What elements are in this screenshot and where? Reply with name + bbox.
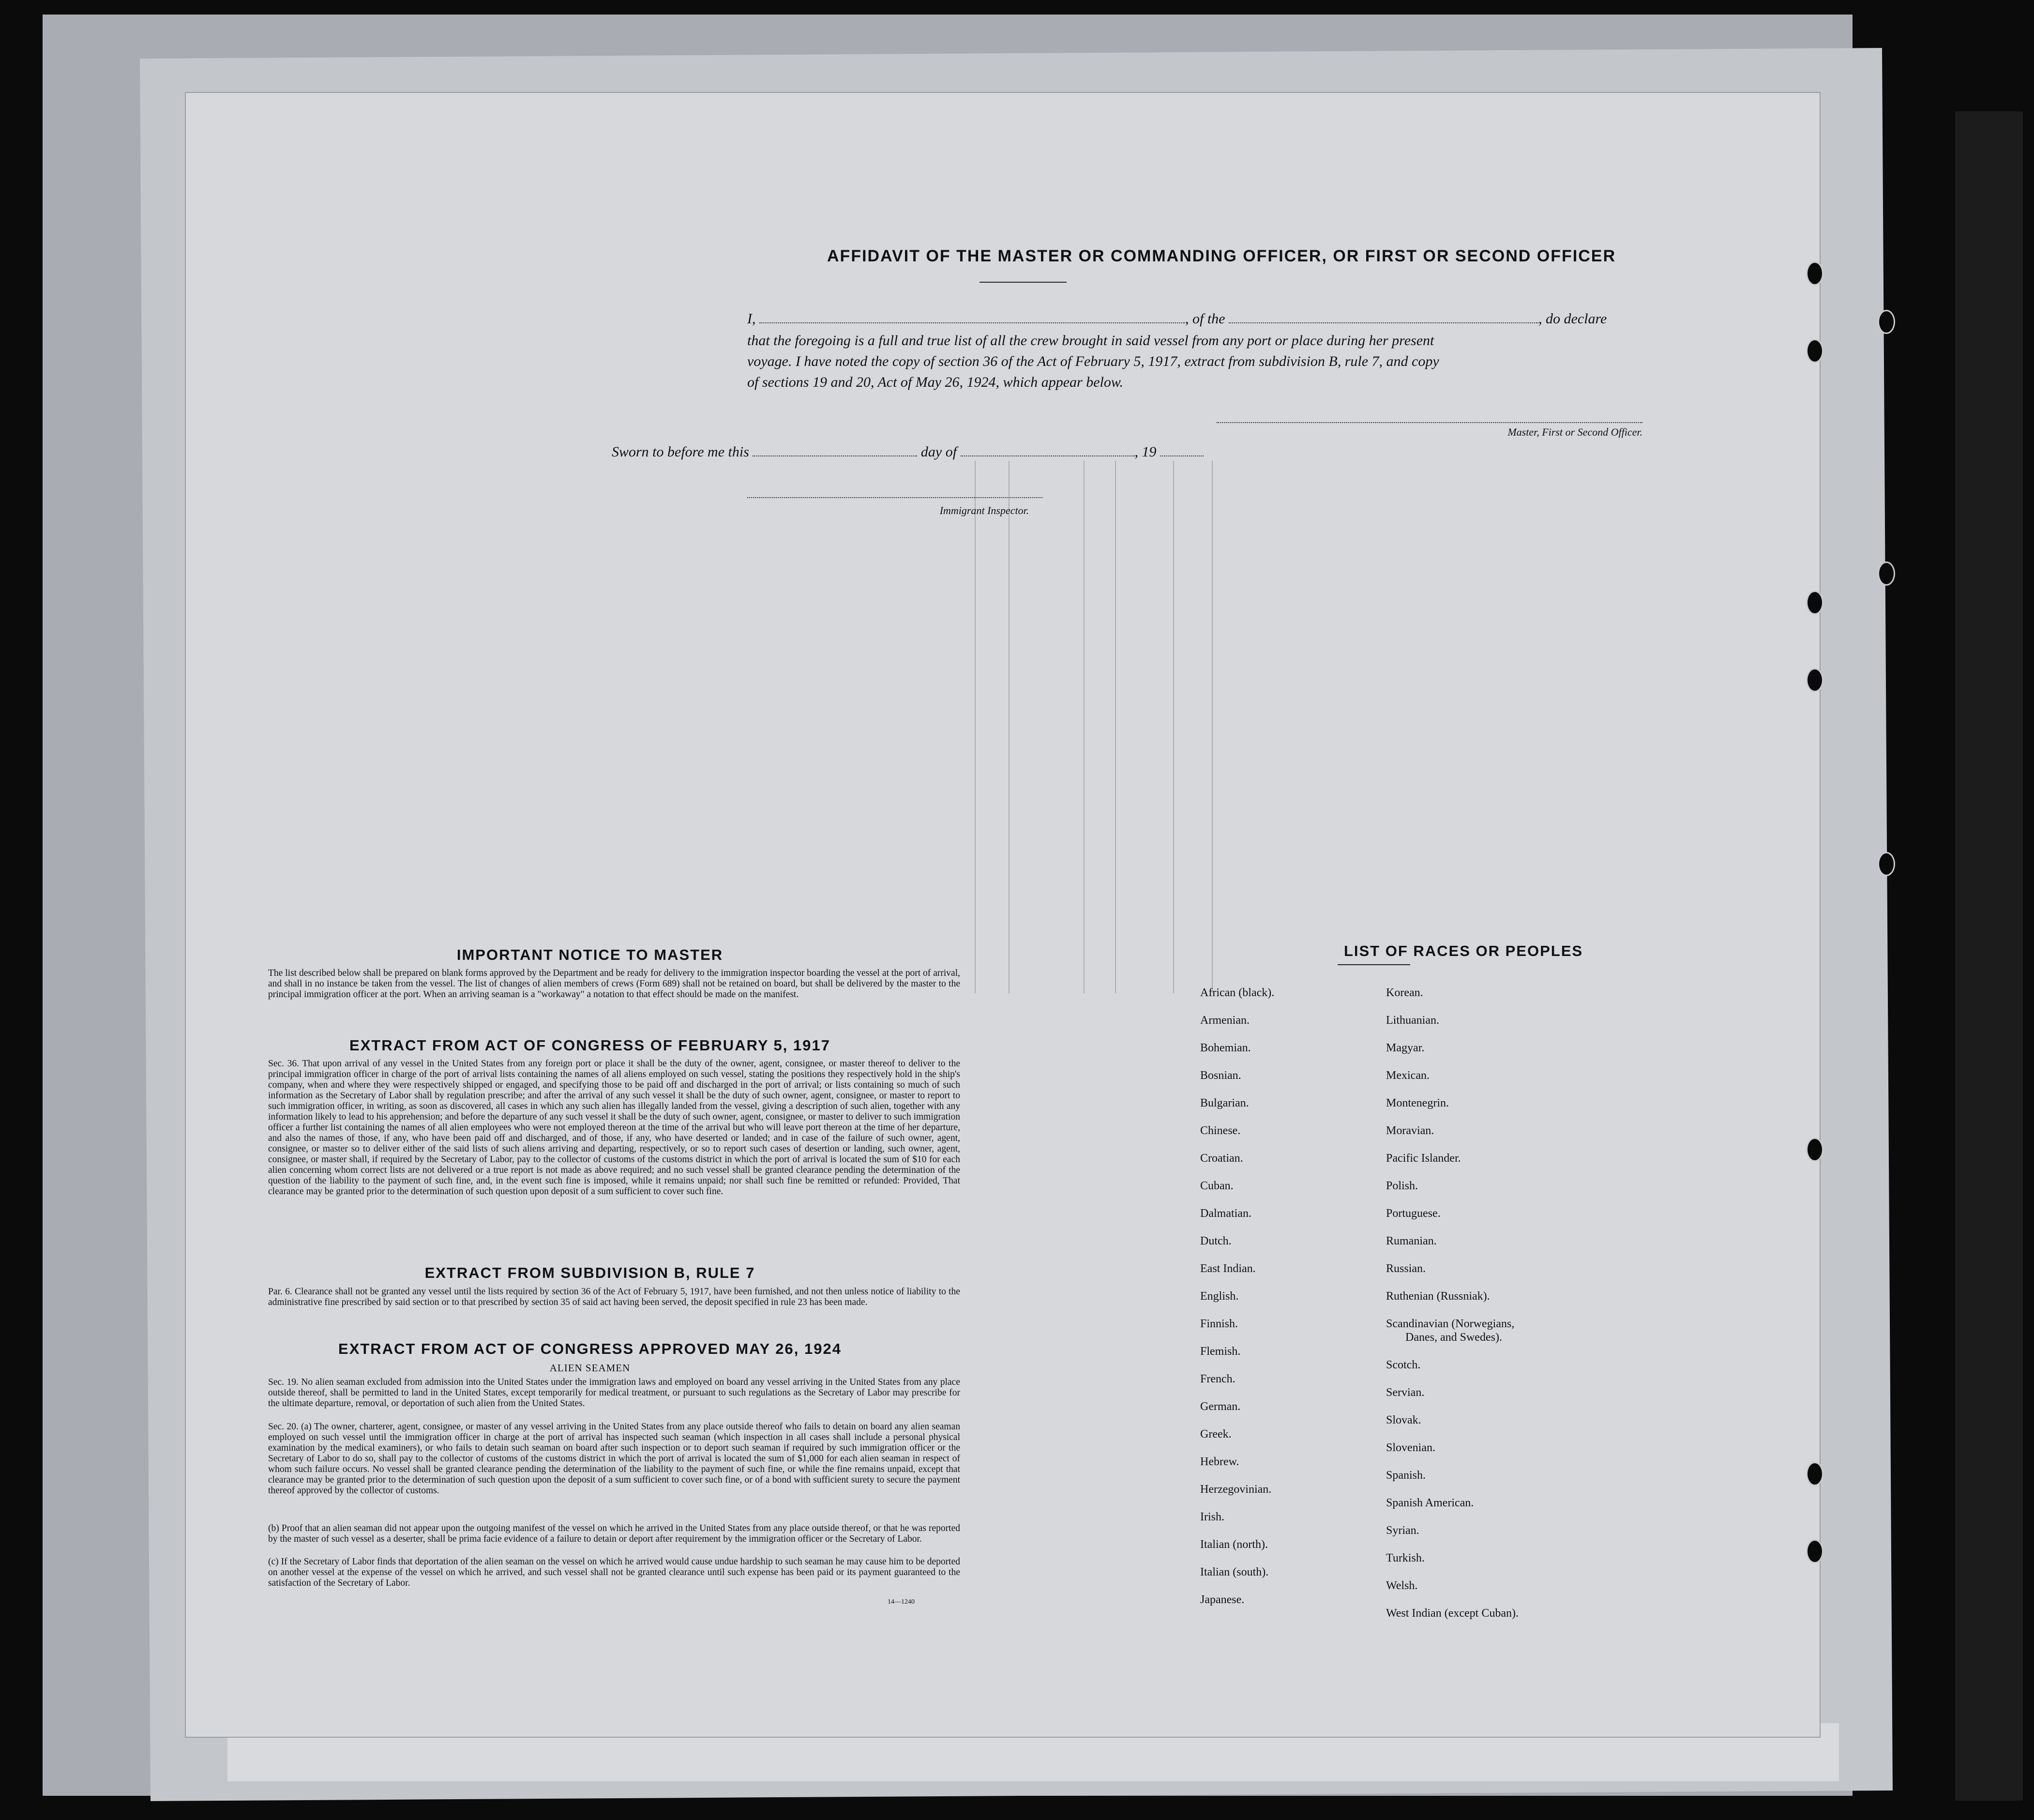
race-item: Spanish American. — [1386, 1497, 1474, 1509]
race-item: Dutch. — [1200, 1235, 1232, 1247]
race-item: Hebrew. — [1200, 1456, 1239, 1468]
inspector-label: Immigrant Inspector. — [939, 504, 1029, 516]
affidavit-line-2: that the foregoing is a full and true list of all the crew brought in said vessel from any port or place during her present — [747, 333, 1434, 349]
binder-hole — [1806, 591, 1823, 615]
race-item: Korean. — [1386, 986, 1423, 999]
race-item: East Indian. — [1200, 1262, 1256, 1275]
binder-hole — [1878, 310, 1895, 334]
race-item: Dalmatian. — [1200, 1207, 1251, 1220]
race-item: Welsh. — [1386, 1579, 1418, 1592]
race-item: Greek. — [1200, 1428, 1232, 1441]
race-item: Servian. — [1386, 1386, 1425, 1399]
document-page — [185, 92, 1821, 1738]
race-item: Herzegovinian. — [1200, 1483, 1272, 1496]
binder-hole — [1806, 1138, 1823, 1162]
race-item: Bulgarian. — [1200, 1097, 1249, 1109]
sworn-month-field[interactable] — [961, 442, 1135, 456]
race-item: Turkish. — [1386, 1552, 1425, 1564]
race-item: Spanish. — [1386, 1469, 1426, 1482]
race-item: Danes, and Swedes). — [1405, 1331, 1502, 1344]
extract-1924-sec19: Sec. 19. No alien seaman excluded from admission into the United States under the immigration laws and employed on board any vessel arriving in the United States from any place outside thereof, shall be permitted to land in the United States, except temporarily for medical treatment, or pursuant to such regulations as the Secretary of Labor may prescribe for the ultimate departure, removal, or deportation of such alien from the United States. — [268, 1377, 960, 1409]
title-rule — [979, 282, 1067, 283]
affidavit-of-the: , of the — [1185, 311, 1225, 327]
race-item: Chinese. — [1200, 1124, 1241, 1137]
bleed-column-line — [1212, 461, 1213, 993]
race-item: Scandinavian (Norwegians, — [1386, 1318, 1515, 1330]
notice-title: IMPORTANT NOTICE TO MASTER — [456, 946, 723, 963]
binder-hole — [1878, 561, 1895, 586]
notice-text: The list described below shall be prepared on blank forms approved by the Department and be ready for delivery to the immigration inspector boarding the vessel at the port of arrival, and shall in no instance be taken from the vessel. The list of changes of alien members of crews (Form 689) shall not be retained on board, but shall be delivered by the master to the principal immigration officer at the port. When an arriving seaman is a "workaway" a notation to that effect should be made on the manifest. — [268, 968, 960, 1000]
binder-hole — [1806, 339, 1823, 363]
extract-1924-sec20b: (b) Proof that an alien seaman did not appear upon the outgoing manifest of the vessel on which he arrived in the United States from any place outside thereof, or that he was reported by the master of such vessel as a deserter, shall be prima facie evidence of a failure to detain or deport after requirement by the immigration officer or the Secretary of Labor. — [268, 1523, 960, 1544]
race-item: West Indian (except Cuban). — [1386, 1607, 1519, 1620]
affidavit-title: AFFIDAVIT OF THE MASTER OR COMMANDING OFFICER, OR FIRST OR SECOND OFFICER — [827, 247, 1616, 265]
inspector-signature-line[interactable] — [747, 497, 1042, 498]
bleed-column-line — [1115, 461, 1116, 993]
sworn-line — [612, 441, 1338, 462]
sworn-text: Sworn to before me this — [612, 444, 749, 460]
race-item: Scotch. — [1386, 1359, 1421, 1371]
extract-1924-sec20c: (c) If the Secretary of Labor finds that deportation of the alien seaman on the vessel on which he arrived would cause undue hardship to such seaman he may cause him to be deported on another vessel at the expense of the vessel on which he arrived, and such vessel shall not be granted clearance until such expense has been paid or its payment guaranteed to the satisfaction of the Secretary of Labor. — [268, 1557, 960, 1588]
race-item: German. — [1200, 1400, 1241, 1413]
affidavit-line-3: voyage. I have noted the copy of section 36 of the Act of February 5, 1917, extract from subdivision B, rule 7, and copy — [747, 353, 1439, 369]
binder-hole — [1806, 1539, 1823, 1563]
race-item: Lithuanian. — [1386, 1014, 1439, 1027]
race-item: African (black). — [1200, 986, 1275, 999]
sworn-day-of: day of — [920, 444, 957, 460]
race-item: Ruthenian (Russniak). — [1386, 1290, 1490, 1303]
race-item: Pacific Islander. — [1386, 1152, 1461, 1165]
race-item: Finnish. — [1200, 1318, 1238, 1330]
race-item: Polish. — [1386, 1180, 1418, 1192]
alien-seamen-subtitle: ALIEN SEAMEN — [549, 1362, 631, 1374]
race-item: Irish. — [1200, 1511, 1224, 1523]
binder-hole — [1806, 668, 1823, 692]
extract-1917-text: Sec. 36. That upon arrival of any vessel in the United States from any foreign port or place it shall be the duty of the owner, agent, consignee, or master thereof to deliver to the principal immigration officer in charge of the port of arrival lists containing the names of all aliens employed on such vessel, stating the positions they respectively hold in the ship's company, when and where they were respectively shipped or engaged, and specifying those to be paid off and discharged in the port of arrival; or lists containing so much of such information as the Secretary of Labor shall by regulation prescribe; and after the arrival of any such vessel it shall be the duty of such owner, agent, consignee, or master to report to such immigration officer, in writing, as soon as discovered, all cases in which any such alien has illegally landed from the vessel, giving a description of such alien, together with any information likely to lead to his apprehension; and before the departure of any such vessel it shall be the duty of such owner, agent, consignee, or master to deliver to such immigration officer a further list containing the names of all alien employees who were not employed thereon at the time of the arrival but who will leave port thereon at the time of her departure, and also the names of those, if any, who have been paid off and discharged, and of those, if any, who have deserted or landed; and in case of the failure of such owner, agent, consignee, or master so to deliver either of the said lists of such aliens arriving and departing, respectively, or so to report such cases of desertion or landing, such owner, agent, consignee, or master shall, if required by the Secretary of Labor, pay to the collector of customs of the customs district in which the port of arrival is located the sum of $10 for each alien concerning whom correct lists are not delivered or a true report is not made as above required; and no such vessel shall be granted clearance pending the determination of the question of the liability to the payment of such fine, and, in the event such fine is imposed, while it remains unpaid; nor shall such fine be remitted or refunded: Provided, That clearance may be granted prior to the determination of such question upon deposit of a sum sufficient to cover such fine. — [268, 1059, 960, 1197]
bleed-column-line — [1084, 461, 1085, 993]
binder-hole — [1806, 1462, 1823, 1486]
race-item: Slovenian. — [1386, 1441, 1435, 1454]
extract-1924-sec20a: Sec. 20. (a) The owner, charterer, agent, consignee, or master of any vessel arriving in the United States from any place outside thereof who fails to detain on board any alien seaman employed on such vessel until the immigration officer in charge at the port of arrival has inspected such seaman (which inspection in all cases shall include a personal physical examination by the medical examiners), or who fails to detain such seaman on board after such inspection or to deport such seaman if required by such immigration officer or the Secretary of Labor to do so, shall pay to the collector of customs of the customs district in which the port of arrival is located the sum of $1,000 for each alien seaman in respect of whom such failure occurs. No vessel shall be granted clearance pending the determination of the liability to the payment of such fine, or while the fine remains unpaid, except that clearance may be granted prior to the determination of such question upon the deposit of a sum sufficient to cover such fine, or of a bond with sufficient surety to secure the payment thereof approved by the collector of customs. — [268, 1422, 960, 1496]
binder-hole — [1806, 261, 1823, 286]
race-item: Croatian. — [1200, 1152, 1243, 1165]
race-item: English. — [1200, 1290, 1239, 1303]
extract-1924-title: EXTRACT FROM ACT OF CONGRESS APPROVED MAY 26, 1924 — [338, 1340, 842, 1357]
bleed-column-line — [975, 461, 976, 993]
race-item: Bohemian. — [1200, 1042, 1251, 1054]
races-right-column — [1386, 986, 1638, 1635]
vessel-name-field[interactable] — [1229, 309, 1538, 323]
race-item: Slovak. — [1386, 1414, 1421, 1426]
race-item: Armenian. — [1200, 1014, 1250, 1027]
master-signature-label: Master, First or Second Officer. — [1507, 426, 1642, 438]
extract-rule7-text: Par. 6. Clearance shall not be granted any vessel until the lists required by section 36 of the Act of February 5, 1917, have been furnished, and not then unless notice of liability to the administrative fine prescribed by said section or to that prescribed by section 35 of said act having been served, the deposit specified in rule 23 has been made. — [268, 1287, 960, 1307]
affidavit-do-declare: , do declare — [1538, 311, 1607, 327]
race-item: Portuguese. — [1386, 1207, 1441, 1220]
race-item: Italian (north). — [1200, 1538, 1268, 1551]
race-item: Rumanian. — [1386, 1235, 1437, 1247]
race-item: Montenegrin. — [1386, 1097, 1449, 1109]
master-name-field[interactable] — [759, 309, 1185, 323]
affidavit-line-4: of sections 19 and 20, Act of May 26, 1924, which appear below. — [747, 374, 1124, 390]
race-item: Japanese. — [1200, 1593, 1245, 1606]
race-item: Cuban. — [1200, 1180, 1234, 1192]
races-left-column — [1200, 986, 1384, 1621]
binder-strip — [1955, 111, 2023, 1801]
affidavit-i: I, — [747, 311, 756, 327]
race-item: Moravian. — [1386, 1124, 1434, 1137]
race-item: French. — [1200, 1373, 1235, 1385]
affidavit-declaration-line — [747, 308, 1676, 329]
race-item: Bosnian. — [1200, 1069, 1241, 1082]
race-item: Flemish. — [1200, 1345, 1241, 1358]
race-item: Syrian. — [1386, 1524, 1419, 1537]
bleed-column-line — [1173, 461, 1174, 993]
races-title: LIST OF RACES OR PEOPLES — [1343, 942, 1583, 959]
sworn-year-field[interactable] — [1160, 442, 1204, 456]
race-item: Russian. — [1386, 1262, 1426, 1275]
extract-rule7-title: EXTRACT FROM SUBDIVISION B, RULE 7 — [424, 1264, 755, 1281]
race-item: Italian (south). — [1200, 1566, 1269, 1578]
sworn-year-prefix: , 19 — [1134, 444, 1157, 460]
extract-1917-title: EXTRACT FROM ACT OF CONGRESS OF FEBRUARY 5, 1917 — [349, 1037, 830, 1054]
form-number: 14—1240 — [888, 1598, 915, 1606]
master-signature-line[interactable] — [1217, 422, 1642, 423]
race-item: Magyar. — [1386, 1042, 1425, 1054]
sworn-day-field[interactable] — [753, 442, 917, 456]
race-item: Mexican. — [1386, 1069, 1430, 1082]
races-title-rule — [1338, 964, 1410, 965]
binder-hole — [1878, 852, 1895, 876]
